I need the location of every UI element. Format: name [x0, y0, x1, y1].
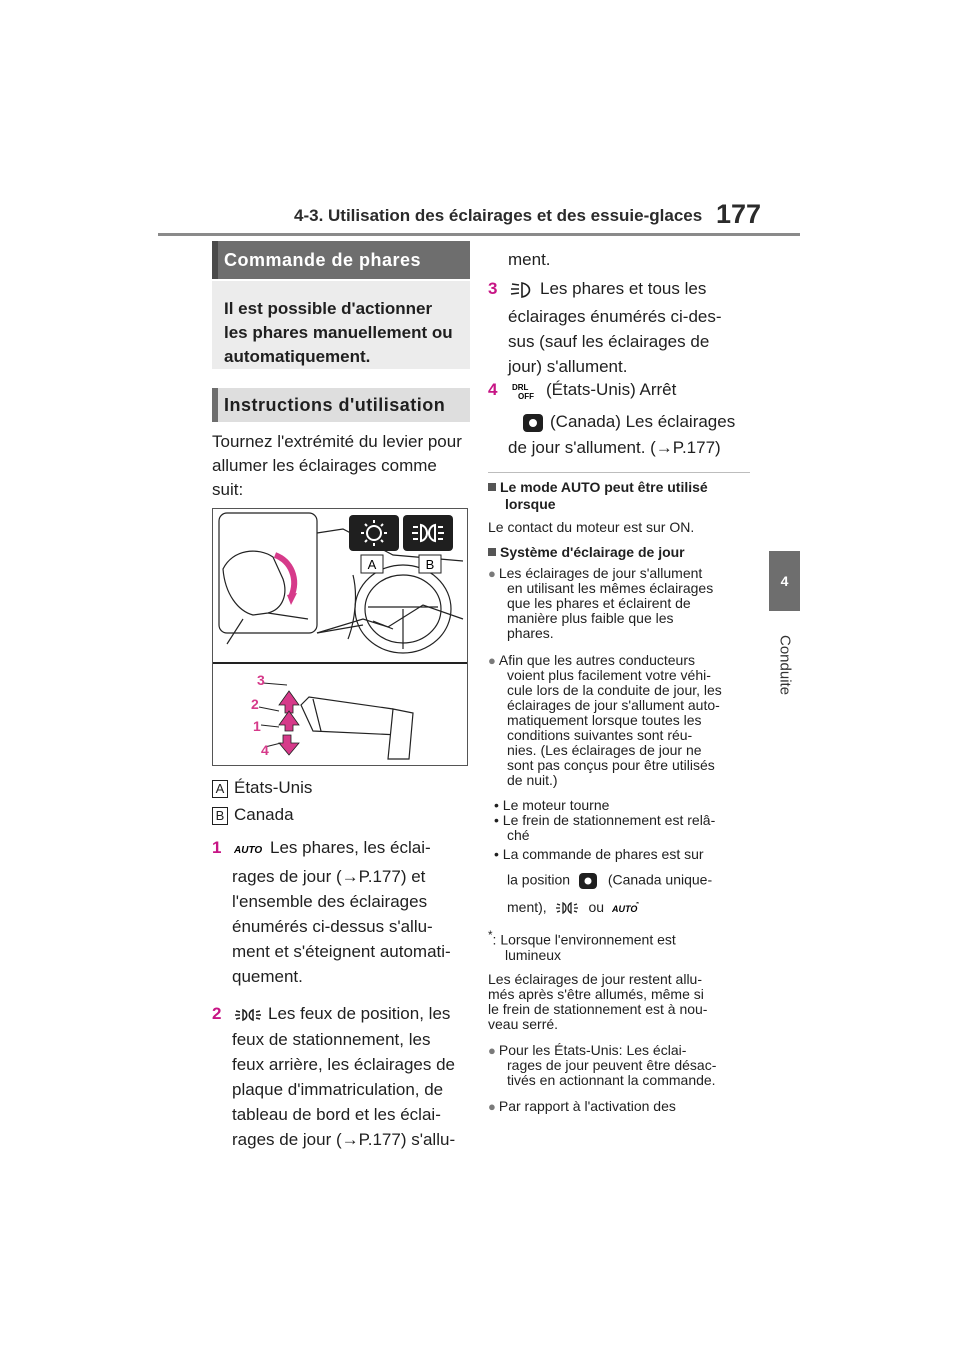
- item-3-number: 3: [488, 279, 498, 298]
- item-2-text-2: feux de stationnement, les: [232, 1030, 431, 1049]
- bullet-3-line-1: [488, 1043, 686, 1058]
- c1-text: Le moteur tourne: [502, 797, 610, 813]
- b2-l1: Afin que les autres conducteurs: [498, 652, 695, 668]
- b2-l6: conditions suivantes sont réu-: [507, 727, 693, 743]
- item-4-line-1: [488, 376, 676, 403]
- svg-text:*: *: [635, 902, 640, 910]
- footnote-l1: Lorsque l'environnement est: [500, 931, 676, 948]
- item-4-text-3: de jour s'allument. (→P.177): [508, 438, 721, 457]
- bullet-dot-icon: ●: [488, 1099, 496, 1114]
- b3-l3: tivés en actionnant la commande.: [507, 1072, 716, 1088]
- item-1-text-5: ment et s'éteignent automati-: [232, 942, 451, 961]
- square-bullet-icon: [488, 548, 496, 556]
- legend-b-letter: B: [212, 807, 228, 825]
- p1-l2: més après s'être allumés, même si: [488, 986, 704, 1002]
- b2-l8: sont pas conçus pour être utilisés: [507, 757, 715, 773]
- item-4-number: 4: [488, 380, 498, 399]
- headlight-icon: [510, 281, 534, 299]
- item-1-text-3: l'ensemble des éclairages: [232, 892, 428, 911]
- legend-a: [212, 776, 312, 800]
- item-2-text-6: rages de jour (→P.177) s'allu-: [232, 1130, 456, 1149]
- headlight-switch-figure: [212, 508, 468, 766]
- b2-l4: éclairages de jour s'allument auto-: [507, 697, 720, 713]
- figure-label-b: B: [425, 557, 435, 572]
- note-1-title-1: Le mode AUTO peut être utilisé: [500, 479, 708, 495]
- intro-box: [212, 281, 470, 369]
- item-3-text-1: Les phares et tous les: [540, 279, 707, 298]
- auto-icon: [612, 902, 642, 914]
- cond-2: • Le frein de stationnement est relâ-: [494, 812, 716, 828]
- legend-b: [212, 803, 294, 827]
- figure-label-a: A: [367, 557, 377, 572]
- c2-l2: ché: [507, 827, 530, 843]
- c3-l1-text: La commande de phares est sur: [502, 846, 704, 862]
- legend-a-text: États-Unis: [234, 778, 313, 797]
- footnote-l2: lumineux: [505, 947, 562, 963]
- bullet-2-line-1: [488, 653, 695, 668]
- c2-l1-text: Le frein de stationnement est relâ-: [502, 812, 716, 828]
- c3-l2a: la position: [507, 871, 571, 888]
- cond-1: • Le moteur tourne: [494, 797, 610, 813]
- figure-step-4: 4: [261, 742, 269, 758]
- b1-l2: en utilisant les mêmes éclairages: [507, 580, 714, 596]
- legend-b-text: Canada: [234, 805, 294, 824]
- canada-drl-icon: [578, 872, 598, 890]
- item-1-number: 1: [212, 838, 222, 857]
- item-2-number: 2: [212, 1004, 222, 1023]
- b3-l1: Pour les États-Unis: Les éclai-: [498, 1042, 687, 1058]
- svg-text:DRL: DRL: [512, 382, 529, 392]
- item-3-text-4: jour) s'allument.: [508, 357, 628, 376]
- item-4-text-2: (Canada) Les éclairages: [550, 412, 736, 431]
- instructions-heading-text: Instructions d'utilisation: [224, 394, 446, 415]
- square-bullet-icon: [488, 483, 496, 491]
- auto-icon: [234, 842, 264, 856]
- intro-text: Il est possible d'actionner les phares manuellement ou automatiquement.: [224, 299, 453, 366]
- drl-off-icon: [510, 381, 540, 401]
- item-1-text-6: quement.: [232, 967, 303, 986]
- b1-l3: que les phares et éclairent de: [507, 595, 691, 611]
- item-1-text-1: Les phares, les éclai-: [270, 838, 431, 857]
- c3-l3b: ou: [588, 899, 605, 915]
- instructions-body: Tournez l'extrémité du levier pour allumer les éclairages comme suit:: [212, 432, 462, 499]
- note-2-title: Système d'éclairage de jour: [500, 544, 685, 560]
- item-2-continued: ment.: [508, 250, 551, 269]
- canada-drl-icon: [522, 413, 544, 433]
- item-2-line-1: [212, 1000, 450, 1027]
- parking-lights-icon: [555, 902, 579, 914]
- b1-l5: phares.: [507, 625, 554, 641]
- b4-l1: Par rapport à l'activation des: [498, 1098, 676, 1114]
- figure-illustration: [213, 509, 467, 765]
- bullet-dot-icon: ●: [488, 653, 496, 668]
- item-2-text-3: feux arrière, les éclairages de: [232, 1055, 456, 1074]
- item-4-line-2: [518, 408, 735, 435]
- p1-l3: le frein de stationnement est à nou-: [488, 1001, 708, 1017]
- note-2-title-line: [488, 545, 685, 560]
- cond-3: • La commande de phares est sur: [494, 846, 704, 862]
- b2-l2: voient plus facilement votre véhi-: [507, 667, 711, 683]
- b1-l1: Les éclairages de jour s'allument: [498, 565, 703, 581]
- svg-text:OFF: OFF: [518, 391, 534, 401]
- cond-3-line-2: [507, 872, 712, 890]
- legend-a-letter: A: [212, 780, 228, 798]
- note-1-title-line-1: [488, 480, 708, 495]
- footnote-line-1: *: Lorsque l'environnement est: [488, 929, 676, 948]
- note-1-title-2: lorsque: [505, 496, 556, 512]
- header-rule: [158, 233, 800, 236]
- b2-l7: nies. (Les éclairages de jour ne: [507, 742, 702, 758]
- item-3-line-1: [488, 275, 706, 302]
- b2-l5: matiquement lorsque toutes les: [507, 712, 702, 728]
- bullet-4-line-1: [488, 1099, 676, 1114]
- item-3-text-3: sus (sauf les éclairages de: [508, 332, 710, 351]
- item-2-text-1: Les feux de position, les: [268, 1004, 451, 1023]
- item-2-text-5: tableau de bord et les éclai-: [232, 1105, 441, 1124]
- b1-l4: manière plus faible que les: [507, 610, 674, 626]
- c3-l2b: (Canada unique-: [607, 871, 713, 888]
- item-4-text-1: (États-Unis) Arrêt: [546, 380, 677, 399]
- b2-l9: de nuit.): [507, 772, 558, 788]
- section-heading: [212, 241, 470, 279]
- bullet-dot-icon: ●: [488, 1043, 496, 1058]
- instructions-heading: [212, 388, 470, 422]
- item-1-line-1: [212, 834, 431, 861]
- bullet-dot-icon: ●: [488, 566, 496, 581]
- section-heading-text: Commande de phares: [224, 249, 422, 270]
- item-1-text-4: énumérés ci-dessus s'allu-: [232, 917, 433, 936]
- parking-lights-icon: [234, 1008, 262, 1022]
- figure-step-3: 3: [257, 672, 265, 688]
- page-number: 177: [716, 199, 762, 229]
- cond-3-line-3: [507, 900, 648, 915]
- item-3-text-2: éclairages énumérés ci-des-: [508, 307, 722, 326]
- p1-l1: Les éclairages de jour restent allu-: [488, 971, 703, 987]
- chapter-tab: 4: [769, 551, 800, 611]
- b2-l3: cule lors de la conduite de jour, les: [507, 682, 722, 698]
- p1-l4: veau serré.: [488, 1016, 559, 1032]
- c3-l3a: ment),: [507, 899, 547, 915]
- svg-text:AUTO: AUTO: [611, 904, 638, 915]
- svg-text:AUTO: AUTO: [234, 844, 263, 856]
- b3-l2: rages de jour peuvent être désac-: [507, 1057, 717, 1073]
- figure-step-2: 2: [251, 696, 259, 712]
- bullet-1-line-1: [488, 566, 702, 581]
- figure-step-1: 1: [253, 718, 261, 734]
- item-1-text-2: rages de jour (→P.177) et: [232, 867, 426, 886]
- header-section-title: 4-3. Utilisation des éclairages et des essuie-glaces: [294, 206, 703, 225]
- separator: [488, 472, 750, 473]
- item-2-text-4: plaque d'immatriculation, de: [232, 1080, 444, 1099]
- note-1-text: Le contact du moteur est sur ON.: [488, 519, 695, 535]
- chapter-label: Conduite: [776, 634, 794, 696]
